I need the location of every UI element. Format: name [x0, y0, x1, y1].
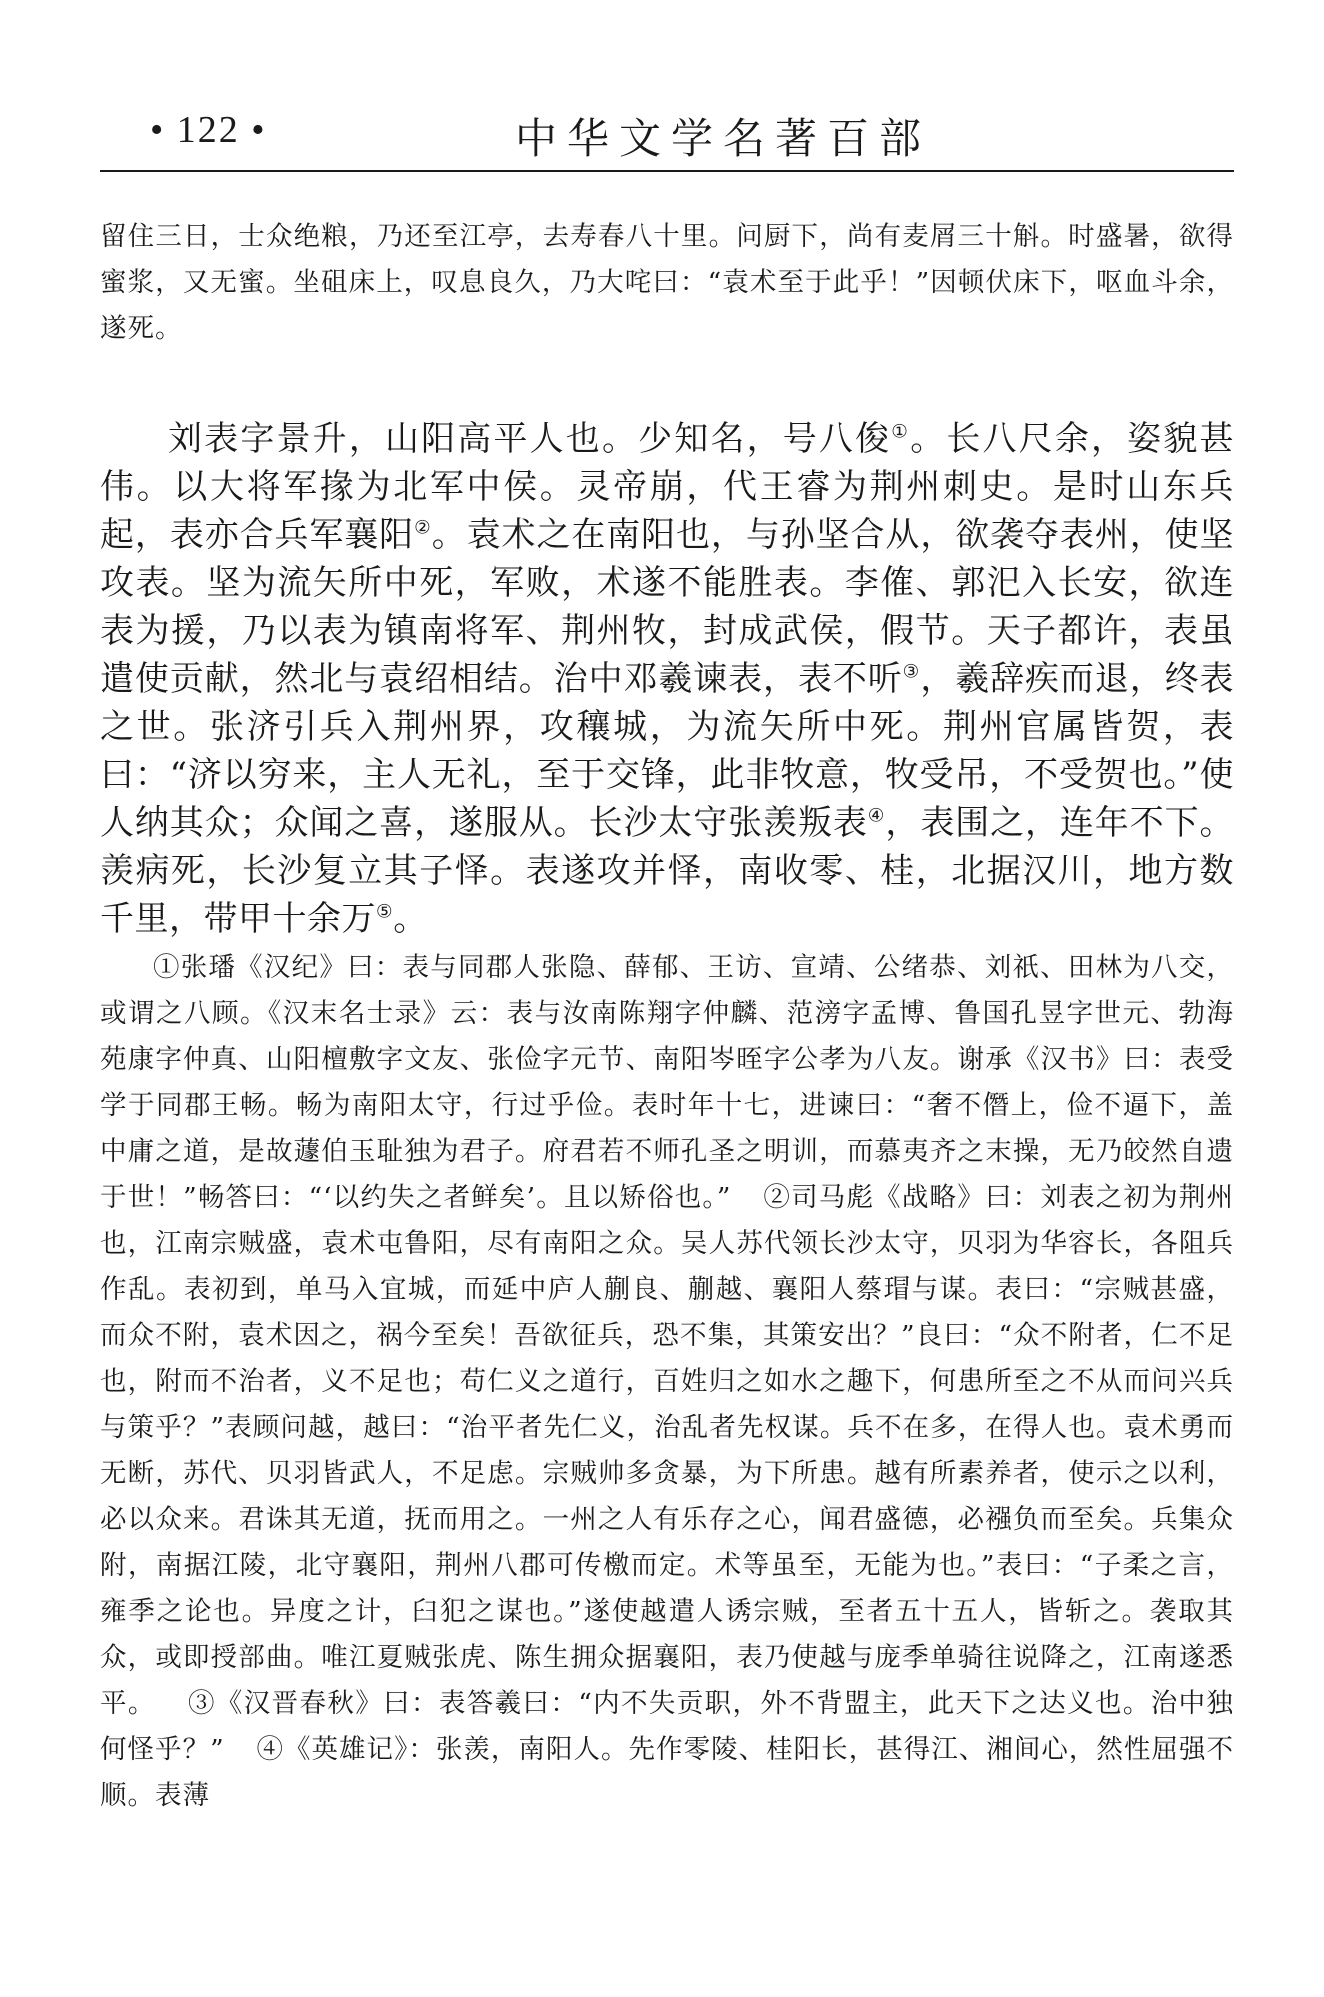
header-rule [100, 170, 1234, 172]
annotations [100, 945, 1234, 1819]
main-text-5: ，表围之，连年不下。羡病死，长沙复立其子怿。表遂攻并怿，南收零、桂，北据汉川，地方数千里，带甲十余万 [100, 803, 1235, 939]
main-text-4: ，羲辞疾而退，终表之世。张济引兵入荆州界，攻穰城，为流矢所中死。荆州官属皆贺，表曰：“济以穷来，主人无礼，至于交锋，此非牧意，牧受吊，不受贺也。”使人纳其众；众闻之喜，遂服从。长沙太守张羡叛表 [100, 659, 1234, 843]
page-number: • 122 • [150, 109, 267, 151]
main-text-3: 。袁术之在南阳也，与孙坚合从，欲袭夺表州，使坚攻表。坚为流矢所中死，军败，术遂不能胜表。李傕、郭汜入长安，欲连表为援，乃以表为镇南将军、荆州牧，封成武侯，假节。天子都许，表虽遣使贡献，然北与袁绍相结。治中邓羲谏表，表不听 [100, 515, 1235, 699]
footnote-ref-4: ④ [867, 805, 886, 827]
main-text-2: 。长八尺余，姿貌甚伟。以大将军掾为北军中侯。灵帝崩，代王睿为荆州刺史。是时山东兵起，表亦合兵军襄阳 [100, 419, 1234, 555]
note-4: ④《英雄记》：张羡，南阳人。先作零陵、桂阳长，甚得江、湘间心，然性屈强不顺。表薄 [100, 1734, 1234, 1811]
footnote-ref-1: ① [891, 421, 911, 443]
note-2: ②司马彪《战略》曰：刘表之初为荆州也，江南宗贼盛，袁术屯鲁阳，尽有南阳之众。吴人苏代领长沙太守，贝羽为华容长，各阻兵作乱。表初到，单马入宜城，而延中庐人蒯良、蒯越、襄阳人蔡瑁与谋。表曰：“宗贼甚盛，而众不附，袁术因之，祸今至矣！吾欲征兵，恐不集，其策安出？”良曰：“众不附者，仁不足也，附而不治者，义不足也；苟仁义之道行，百姓归之如水之趣下，何患所至之不从而问兴兵与策乎？”表顾问越，越曰：“治平者先仁义，治乱者先权谋。兵不在多，在得人也。袁术勇而无断，苏代、贝羽皆武人，不足虑。宗贼帅多贪暴，为下所患。越有所素养者，使示之以利，必以众来。君诛其无道，抚而用之。一州之人有乐存之心，闻君盛德，必襁负而至矣。兵集众附，南据江陵，北守襄阳，荆州八郡可传檄而定。术等虽至，无能为也。”表曰：“子柔之言，雍季之论也。异度之计，臼犯之谋也。”遂使越遣人诱宗贼，至者五十五人，皆斩之。袭取其众，或即授部曲。唯江夏贼张虎、陈生拥众据襄阳，表乃使越与庞季单骑往说降之，江南遂悉平。 [100, 1182, 1235, 1719]
previous-paragraph: 留住三日，士众绝粮，乃还至江亭，去寿春八十里。问厨下，尚有麦屑三十斛。时盛暑，欲得蜜浆，又无蜜。坐砠床上，叹息良久，乃大咤曰：“袁术至于此乎！”因顿伏床下，呕血斗余，遂死。 [100, 221, 1234, 344]
main-text-6: 。 [393, 899, 428, 939]
footnote-ref-3: ③ [902, 661, 921, 683]
footnote-ref-5: ⑤ [376, 901, 394, 923]
main-paragraph [100, 415, 1234, 943]
footnote-ref-2: ② [414, 517, 432, 539]
note-1: ①张璠《汉纪》曰：表与同郡人张隐、薛郁、王访、宣靖、公绪恭、刘祇、田林为八交，或谓之八顾。《汉末名士录》云：表与汝南陈翔字仲麟、范滂字孟博、鲁国孔昱字世元、勃海苑康字仲真、山阳檀敷字文友、张俭字元节、南阳岑晊字公孝为八友。谢承《汉书》曰：表受学于同郡王畅。畅为南阳太守，行过乎俭。表时年十七，进谏曰：“奢不僭上，俭不逼下，盖中庸之道，是故蘧伯玉耻独为君子。府君若不师孔圣之明训，而慕夷齐之末操，无乃皎然自遗于世！”畅答曰：“‘以约失之者鲜矣’。且以矫俗也。” [100, 952, 1234, 1213]
note-3: ③《汉晋春秋》曰：表答羲曰：“内不失贡职，外不背盟主，此天下之达义也。治中独何怪乎？” [100, 1688, 1234, 1765]
book-title: 中华文学名著百部 [515, 114, 932, 163]
main-text-1: 刘表字景升，山阳高平人也。少知名，号八俊 [168, 419, 892, 459]
